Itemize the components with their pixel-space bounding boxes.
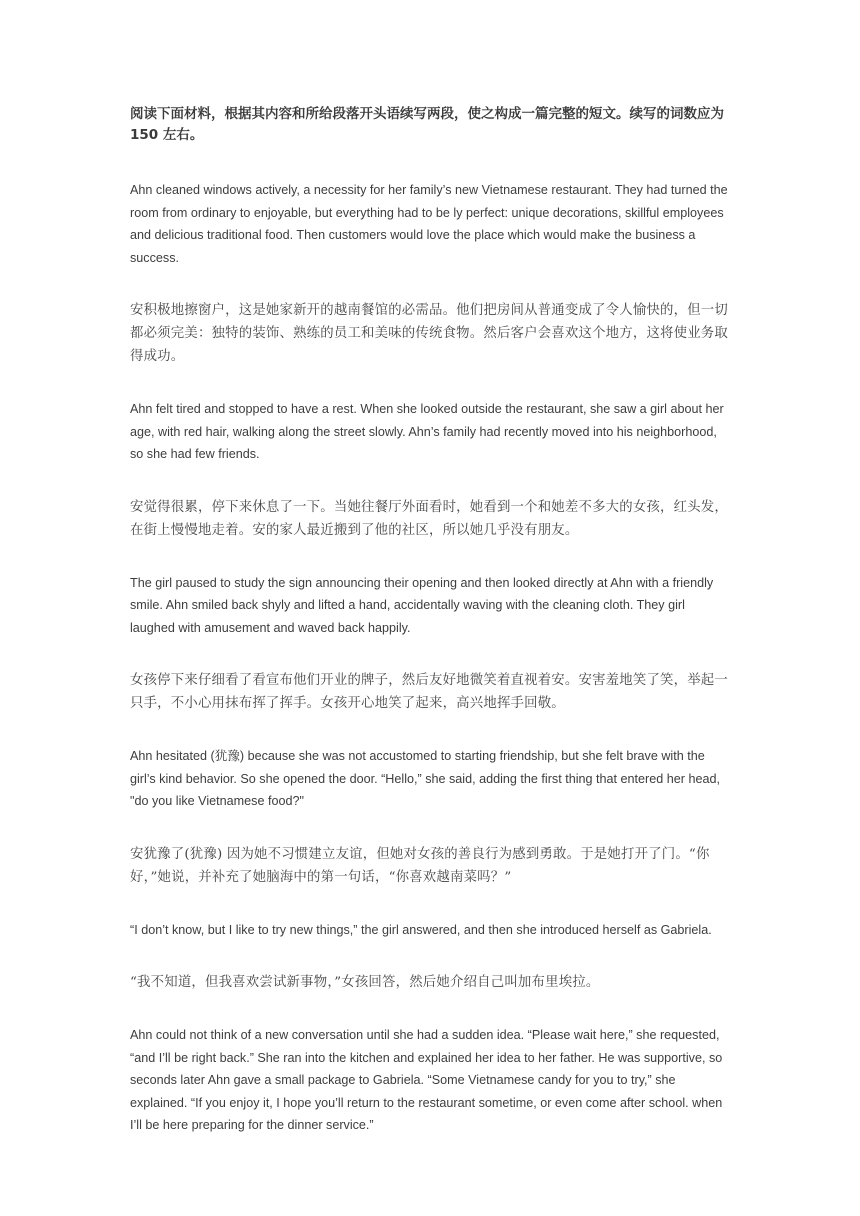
document-page [130,104,732,1167]
story-paragraph-en: The girl paused to study the sign announcing their opening and then looked directly at Ahn with a friendly smile. Ahn smiled back shyly and lifted a hand, accidentally waving with the cleaning cloth. They girl laughed with amusement and waved back happily. [130,575,714,635]
story-paragraph-zh: 女孩停下来仔细看了看宣布他们开业的牌子，然后友好地微笑着直视着安。安害羞地笑了笑，举起一只手，不小心用抹布挥了挥手。女孩开心地笑了起来，高兴地挥手回敬。 [130,673,728,711]
story-paragraph-en: Ahn cleaned windows actively, a necessity for her family’s new Vietnamese restaurant. They had turned the room from ordinary to enjoyable, but everything had to be ly perfect: unique decorations, skillful employees and delicious traditional food. Then customers would love the place which would make the business a success. [130,183,728,265]
story-paragraph-zh: 安觉得很累，停下来休息了一下。当她往餐厅外面看时，她看到一个和她差不多大的女孩，红头发，在街上慢慢地走着。安的家人最近搬到了他的社区，所以她几乎没有朋友。 [130,499,728,538]
story-paragraph-en: “I don’t know, but I like to try new things,” the girl answered, and then she introduced herself as Gabriela. [130,922,712,937]
story-paragraph-en: Ahn could not think of a new conversation until she had a sudden idea. “Please wait here,” she requested, “and I’ll be right back.” She ran into the kitchen and explained her idea to her father. He was supportive, so seconds later Ahn gave a small package to Gabriela. “Some Vietnamese candy for you to try,” she explained. “If you enjoy it, I hope you’ll return to the restaurant sometime, or even come after school. when I’ll be here preparing for the dinner service.” [130,1028,723,1132]
story-paragraph-en: Ahn felt tired and stopped to have a rest. When she looked outside the restaurant, she saw a girl about her age, with red hair, walking along the street slowly. Ahn’s family had recently moved into his neighborhood, so she had few friends. [130,402,724,461]
story-paragraph-zh: “我不知道，但我喜欢尝试新事物，”女孩回答，然后她介绍自己叫加布里埃拉。 [130,975,600,990]
task-instruction: 阅读下面材料，根据其内容和所给段落开头语续写两段，使之构成一篇完整的短文。续写的词数应为 150 左右。 [130,106,724,143]
story-paragraph-zh: 安积极地擦窗户，这是她家新开的越南餐馆的必需品。他们把房间从普通变成了令人愉快的，但一切都必须完美：独特的装饰、熟练的员工和美味的传统食物。然后客户会喜欢这个地方，这将使业务取得成功。 [130,303,728,364]
story-paragraph-en: Ahn hesitated (犹豫) because she was not accustomed to starting friendship, but she felt brave with the girl’s kind behavior. So she opened the door. “Hello,” she said, adding the first thing that entered her head, "do you like Vietnamese food?" [130,749,720,808]
story-paragraph-zh: 安犹豫了(犹豫) 因为她不习惯建立友谊，但她对女孩的善良行为感到勇敢。于是她打开了门。“你好，”她说，并补充了她脑海中的第一句话，“你喜欢越南菜吗？” [130,846,710,885]
